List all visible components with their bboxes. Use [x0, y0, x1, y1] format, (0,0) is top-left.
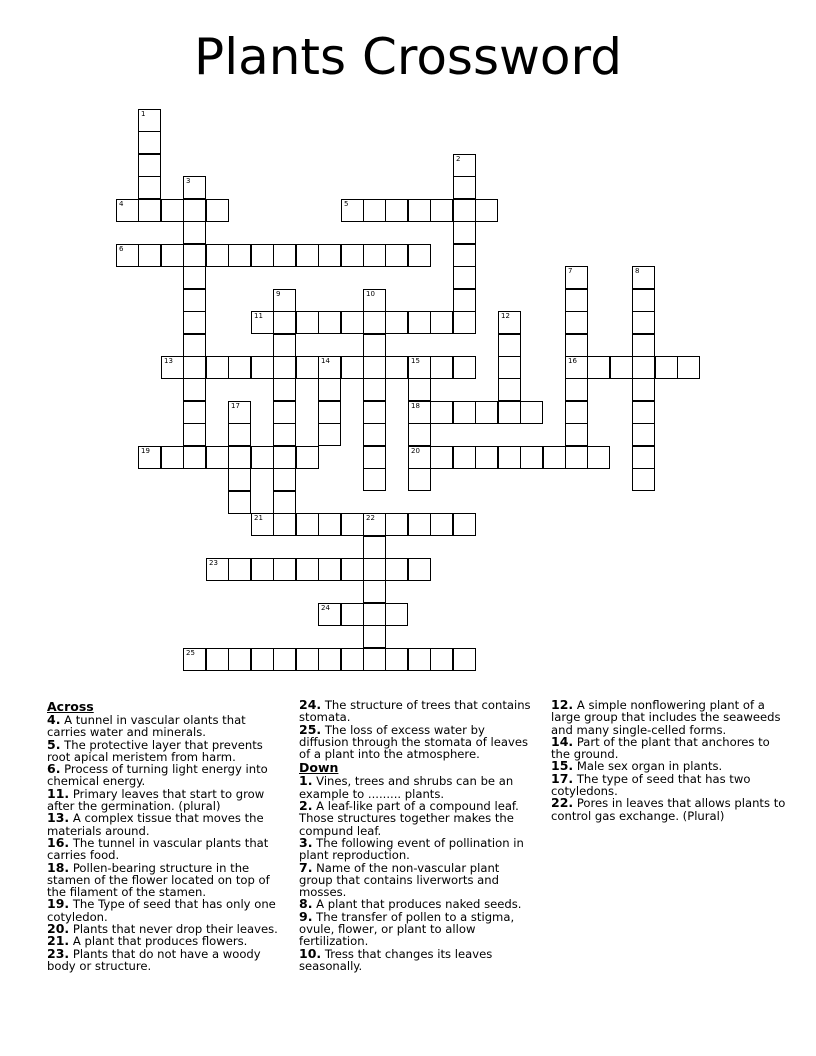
cell-number: 21 [254, 514, 263, 522]
cell-number: 12 [501, 312, 510, 320]
clue-number: 3. [299, 834, 313, 850]
clue-number: 15. [551, 758, 574, 774]
grid-cell[interactable] [296, 446, 319, 469]
grid-cell[interactable] [183, 221, 206, 244]
grid-cell[interactable] [206, 244, 229, 267]
down-clue [551, 733, 787, 762]
grid-cell[interactable] [273, 491, 296, 514]
grid-cell[interactable] [183, 378, 206, 401]
grid-cell[interactable] [183, 356, 206, 379]
grid-cell[interactable] [408, 446, 431, 469]
down-clue [299, 859, 535, 900]
grid-cell[interactable] [206, 648, 229, 671]
grid-cell[interactable] [385, 513, 408, 536]
grid-cell[interactable] [677, 356, 700, 379]
grid-cell[interactable] [183, 446, 206, 469]
grid-cell[interactable] [183, 648, 206, 671]
clue-number: 7. [299, 859, 313, 875]
grid-cell[interactable] [475, 401, 498, 424]
clue-number: 6. [47, 761, 61, 777]
grid-cell[interactable] [430, 356, 453, 379]
grid-cell[interactable] [430, 446, 453, 469]
clue-text: The transfer of pollen to a stigma, ovule, flower, or plant to allow fertilization. [299, 909, 515, 949]
grid-cell[interactable] [341, 244, 364, 267]
across-clue [47, 785, 283, 814]
clue-number: 18. [47, 859, 70, 875]
grid-cell[interactable] [228, 423, 251, 446]
grid-cell[interactable] [363, 603, 386, 626]
grid-cell[interactable] [138, 109, 161, 132]
down-clue [299, 945, 535, 973]
cell-number: 10 [366, 290, 375, 298]
grid-cell[interactable] [408, 378, 431, 401]
grid-cell[interactable] [632, 311, 655, 334]
grid-cell[interactable] [183, 311, 206, 334]
clue-number: 19. [47, 896, 70, 912]
clue-number: 12. [551, 697, 574, 712]
grid-cell[interactable] [385, 603, 408, 626]
grid-cell[interactable] [453, 221, 476, 244]
clue-number: 5. [47, 736, 61, 752]
clue-number: 14. [551, 733, 574, 749]
grid-cell[interactable] [183, 199, 206, 222]
clue-number: 17. [551, 770, 574, 786]
grid-cell[interactable] [363, 558, 386, 581]
clue-number: 23. [47, 945, 70, 961]
grid-cell[interactable] [251, 558, 274, 581]
cell-number: 20 [411, 447, 420, 455]
clue-text: A plant that produces flowers. [69, 934, 248, 949]
down-clue [299, 800, 535, 837]
grid-cell[interactable] [318, 603, 341, 626]
cell-number: 14 [321, 357, 330, 365]
grid-cell[interactable] [341, 648, 364, 671]
grid-cell[interactable] [116, 244, 139, 267]
clue-number: 21. [47, 933, 70, 949]
grid-cell[interactable] [251, 648, 274, 671]
grid-cell[interactable] [318, 558, 341, 581]
grid-cell[interactable] [453, 513, 476, 536]
grid-cell[interactable] [565, 289, 588, 312]
down-clue [551, 699, 787, 736]
clue-text: The structure of trees that contains stomata. [299, 698, 531, 725]
grid-cell[interactable] [385, 244, 408, 267]
grid-cell[interactable] [251, 311, 274, 334]
grid-cell[interactable] [296, 558, 319, 581]
grid-cell[interactable] [363, 378, 386, 401]
grid-cell[interactable] [363, 401, 386, 424]
grid-cell[interactable] [632, 334, 655, 357]
grid-cell[interactable] [363, 625, 386, 648]
grid-cell[interactable] [318, 401, 341, 424]
grid-cell[interactable] [251, 446, 274, 469]
grid-cell[interactable] [183, 266, 206, 289]
grid-cell[interactable] [251, 356, 274, 379]
grid-cell[interactable] [363, 356, 386, 379]
grid-cell[interactable] [363, 468, 386, 491]
grid-cell[interactable] [430, 648, 453, 671]
grid-cell[interactable] [161, 244, 184, 267]
cell-number: 17 [231, 402, 240, 410]
grid-cell[interactable] [363, 423, 386, 446]
grid-cell[interactable] [296, 244, 319, 267]
grid-cell[interactable] [453, 244, 476, 267]
clue-number: 11. [47, 785, 70, 801]
grid-cell[interactable] [408, 356, 431, 379]
clue-text: Part of the plant that anchores to the ground. [551, 734, 770, 762]
grid-cell[interactable] [116, 199, 139, 222]
across-clue [299, 721, 535, 762]
clue-text: Male sex organ in plants. [573, 759, 723, 774]
grid-cell[interactable] [498, 401, 521, 424]
cell-number: 3 [186, 177, 191, 185]
grid-cell[interactable] [363, 289, 386, 312]
grid-cell[interactable] [206, 446, 229, 469]
cell-number: 23 [209, 559, 218, 567]
grid-cell[interactable] [565, 266, 588, 289]
grid-cell[interactable] [183, 401, 206, 424]
grid-cell[interactable] [228, 356, 251, 379]
grid-cell[interactable] [453, 446, 476, 469]
clue-text: Primary leaves that start to grow after the germination. (plural) [47, 786, 265, 814]
clue-number: 1. [299, 773, 313, 789]
grid-cell[interactable] [318, 648, 341, 671]
grid-cell[interactable] [453, 266, 476, 289]
grid-cell[interactable] [138, 131, 161, 154]
grid-cell[interactable] [161, 199, 184, 222]
clue-list [47, 699, 787, 979]
grid-cell[interactable] [228, 648, 251, 671]
clue-text: The following event of pollination in plant reproduction. [299, 835, 524, 863]
grid-cell[interactable] [498, 311, 521, 334]
grid-cell[interactable] [385, 356, 408, 379]
clue-number: 2. [299, 798, 313, 814]
grid-cell[interactable] [453, 289, 476, 312]
down-clue [299, 775, 535, 800]
cell-number: 24 [321, 604, 330, 612]
across-clue [47, 898, 283, 923]
grid-cell[interactable] [565, 446, 588, 469]
grid-cell[interactable] [228, 558, 251, 581]
down-clue [551, 797, 787, 822]
clue-text: A tunnel in vascular olants that carries water and minerals. [47, 713, 246, 740]
grid-cell[interactable] [273, 311, 296, 334]
grid-cell[interactable] [206, 199, 229, 222]
clue-text: A leaf-like part of a compound leaf. Those structures together makes the compund leaf. [299, 799, 519, 838]
grid-cell[interactable] [408, 244, 431, 267]
clue-number: 8. [299, 896, 313, 912]
grid-cell[interactable] [273, 334, 296, 357]
grid-cell[interactable] [430, 513, 453, 536]
grid-cell[interactable] [228, 491, 251, 514]
grid-cell[interactable] [183, 423, 206, 446]
grid-cell[interactable] [565, 423, 588, 446]
across-clue [47, 736, 283, 764]
across-clue [47, 945, 283, 973]
grid-cell[interactable] [273, 468, 296, 491]
grid-cell[interactable] [341, 603, 364, 626]
across-clue [47, 859, 283, 900]
grid-cell[interactable] [565, 334, 588, 357]
grid-cell[interactable] [520, 446, 543, 469]
grid-cell[interactable] [385, 199, 408, 222]
across-clue [47, 812, 283, 837]
down-clue [551, 770, 787, 799]
grid-cell[interactable] [385, 648, 408, 671]
cell-number: 5 [344, 200, 349, 208]
grid-cell[interactable] [161, 446, 184, 469]
grid-cell[interactable] [318, 356, 341, 379]
grid-cell[interactable] [318, 378, 341, 401]
across-clue [299, 699, 535, 724]
grid-cell[interactable] [296, 648, 319, 671]
grid-cell[interactable] [385, 558, 408, 581]
grid-cell[interactable] [632, 423, 655, 446]
grid-cell[interactable] [296, 356, 319, 379]
grid-cell[interactable] [363, 244, 386, 267]
down-heading: Down [299, 760, 339, 776]
clue-text: Pores in leaves that allows plants to control gas exchange. (Plural) [551, 796, 786, 823]
grid-cell[interactable] [273, 401, 296, 424]
grid-cell[interactable] [318, 244, 341, 267]
grid-cell[interactable] [273, 356, 296, 379]
cell-number: 7 [568, 267, 573, 275]
grid-cell[interactable] [273, 513, 296, 536]
grid-cell[interactable] [610, 356, 633, 379]
cell-number: 1 [141, 110, 146, 118]
grid-cell[interactable] [363, 648, 386, 671]
clue-text: Plants that do not have a woody body or structure. [47, 946, 261, 973]
grid-cell[interactable] [206, 558, 229, 581]
cell-number: 18 [411, 402, 420, 410]
grid-cell[interactable] [543, 446, 566, 469]
cell-number: 9 [276, 290, 281, 298]
across-clue [47, 763, 283, 788]
cell-number: 6 [119, 245, 124, 253]
grid-cell[interactable] [632, 289, 655, 312]
grid-cell[interactable] [363, 334, 386, 357]
cell-number: 19 [141, 447, 150, 455]
grid-cell[interactable] [363, 446, 386, 469]
down-clue [299, 834, 535, 863]
grid-cell[interactable] [632, 266, 655, 289]
clue-number: 25. [299, 721, 322, 737]
cell-number: 8 [635, 267, 640, 275]
grid-cell[interactable] [183, 289, 206, 312]
grid-cell[interactable] [498, 446, 521, 469]
clue-number: 24. [299, 697, 322, 712]
clue-text: The type of seed that has two cotyledons. [551, 771, 751, 799]
grid-cell[interactable] [161, 356, 184, 379]
grid-cell[interactable] [363, 580, 386, 603]
clue-text: A simple nonflowering plant of a large group that includes the seaweeds and many single-celled forms. [551, 698, 781, 737]
grid-cell[interactable] [498, 356, 521, 379]
grid-cell[interactable] [228, 446, 251, 469]
grid-cell[interactable] [408, 513, 431, 536]
grid-cell[interactable] [341, 199, 364, 222]
grid-cell[interactable] [341, 558, 364, 581]
grid-cell[interactable] [363, 513, 386, 536]
cell-number: 2 [456, 155, 461, 163]
grid-cell[interactable] [408, 648, 431, 671]
grid-cell[interactable] [565, 378, 588, 401]
clue-text: Pollen-bearing structure in the stamen of the flower located on top of the filament of the stamen. [47, 860, 270, 900]
grid-cell[interactable] [251, 513, 274, 536]
grid-cell[interactable] [296, 513, 319, 536]
grid-cell[interactable] [632, 468, 655, 491]
clue-text: The loss of excess water by diffusion through the stomata of leaves of a plant into the atmosphere. [299, 722, 529, 762]
grid-cell[interactable] [138, 154, 161, 177]
clue-text: Name of the non-vascular plant group that contains liverworts and mosses. [299, 860, 500, 900]
grid-cell[interactable] [363, 311, 386, 334]
grid-cell[interactable] [632, 378, 655, 401]
grid-cell[interactable] [498, 334, 521, 357]
grid-cell[interactable] [363, 536, 386, 559]
clue-number: 9. [299, 908, 313, 924]
cell-number: 16 [568, 357, 577, 365]
grid-cell[interactable] [273, 423, 296, 446]
grid-cell[interactable] [430, 311, 453, 334]
grid-cell[interactable] [632, 356, 655, 379]
grid-cell[interactable] [183, 334, 206, 357]
grid-cell[interactable] [341, 513, 364, 536]
grid-cell[interactable] [385, 311, 408, 334]
grid-cell[interactable] [138, 244, 161, 267]
clue-text: Process of turning light energy into chemical energy. [47, 762, 268, 789]
cell-number: 13 [164, 357, 173, 365]
grid-cell[interactable] [273, 378, 296, 401]
cell-number: 22 [366, 514, 375, 522]
cell-number: 15 [411, 357, 420, 365]
grid-cell[interactable] [632, 446, 655, 469]
grid-cell[interactable] [655, 356, 678, 379]
grid-cell[interactable] [408, 311, 431, 334]
grid-cell[interactable] [408, 558, 431, 581]
clue-number: 20. [47, 921, 70, 937]
down-clue [299, 908, 535, 949]
cell-number: 4 [119, 200, 124, 208]
grid-cell[interactable] [587, 446, 610, 469]
cell-number: 25 [186, 649, 195, 657]
grid-cell[interactable] [273, 648, 296, 671]
grid-cell[interactable] [430, 401, 453, 424]
grid-cell[interactable] [318, 513, 341, 536]
grid-cell[interactable] [341, 311, 364, 334]
grid-cell[interactable] [453, 154, 476, 177]
grid-cell[interactable] [632, 401, 655, 424]
grid-cell[interactable] [520, 401, 543, 424]
grid-cell[interactable] [138, 446, 161, 469]
clue-number: 10. [299, 945, 322, 961]
grid-cell[interactable] [453, 401, 476, 424]
grid-cell[interactable] [408, 401, 431, 424]
grid-cell[interactable] [273, 558, 296, 581]
grid-cell[interactable] [408, 423, 431, 446]
clue-text: A plant that produces naked seeds. [312, 897, 522, 912]
grid-cell[interactable] [206, 356, 229, 379]
across-clue [47, 834, 283, 863]
grid-cell[interactable] [251, 244, 274, 267]
cell-number: 11 [254, 312, 263, 320]
grid-cell[interactable] [183, 244, 206, 267]
grid-cell[interactable] [430, 199, 453, 222]
grid-cell[interactable] [138, 176, 161, 199]
clue-text: Plants that never drop their leaves. [69, 922, 278, 937]
clue-text: Vines, trees and shrubs can be an example to ......... plants. [299, 774, 514, 801]
grid-cell[interactable] [475, 199, 498, 222]
grid-cell[interactable] [498, 378, 521, 401]
clue-text: Tress that changes its leaves seasonally. [299, 946, 493, 973]
grid-cell[interactable] [453, 311, 476, 334]
grid-cell[interactable] [318, 423, 341, 446]
grid-cell[interactable] [475, 446, 498, 469]
grid-cell[interactable] [565, 311, 588, 334]
grid-cell[interactable] [228, 401, 251, 424]
clue-text: The tunnel in vascular plants that carries food. [47, 835, 269, 863]
grid-cell[interactable] [587, 356, 610, 379]
grid-cell[interactable] [408, 199, 431, 222]
grid-cell[interactable] [453, 176, 476, 199]
grid-cell[interactable] [228, 244, 251, 267]
clue-number: 22. [551, 795, 574, 811]
grid-cell[interactable] [341, 356, 364, 379]
grid-cell[interactable] [363, 199, 386, 222]
grid-cell[interactable] [273, 289, 296, 312]
page-title: Plants Crossword [194, 28, 622, 86]
grid-cell[interactable] [228, 468, 251, 491]
grid-cell[interactable] [565, 356, 588, 379]
across-clue [47, 714, 283, 739]
grid-cell[interactable] [138, 199, 161, 222]
grid-cell[interactable] [453, 648, 476, 671]
grid-cell[interactable] [296, 311, 319, 334]
across-heading: Across [47, 699, 94, 714]
grid-cell[interactable] [318, 311, 341, 334]
clue-text: The Type of seed that has only one cotyledon. [47, 897, 276, 924]
clue-text: A complex tissue that moves the materials around. [47, 811, 264, 838]
grid-cell[interactable] [453, 199, 476, 222]
grid-cell[interactable] [183, 176, 206, 199]
grid-cell[interactable] [453, 356, 476, 379]
grid-cell[interactable] [408, 468, 431, 491]
grid-cell[interactable] [565, 401, 588, 424]
grid-cell[interactable] [273, 446, 296, 469]
clue-number: 16. [47, 834, 70, 850]
grid-cell[interactable] [273, 244, 296, 267]
clue-number: 4. [47, 712, 61, 727]
clue-number: 13. [47, 810, 70, 826]
clue-text: The protective layer that prevents root apical meristem from harm. [47, 737, 263, 764]
